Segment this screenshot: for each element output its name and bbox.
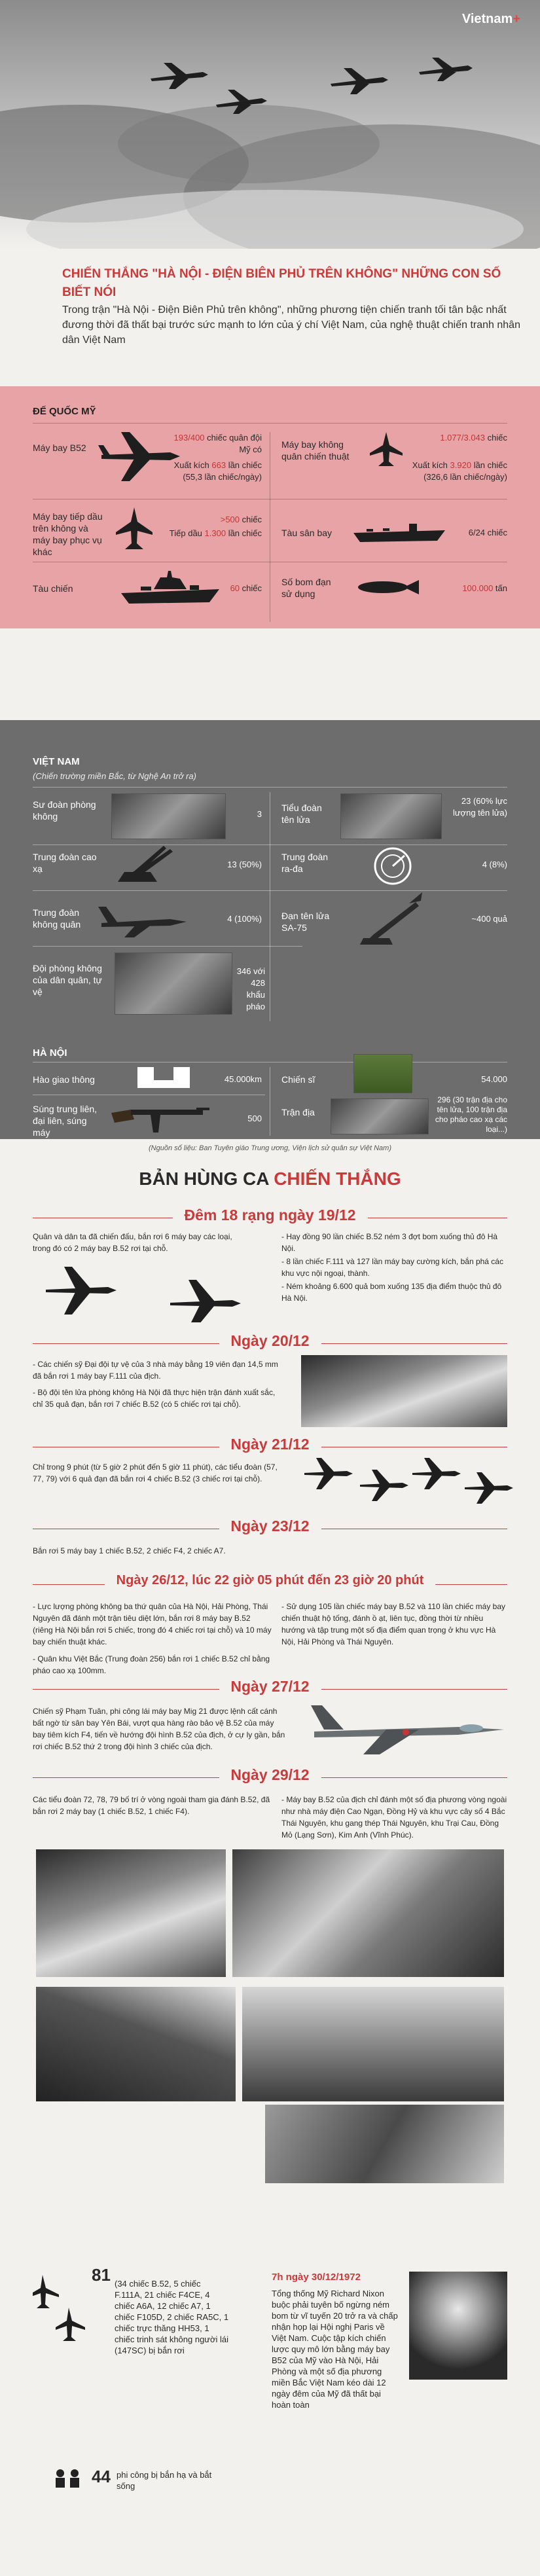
day-29-heading: Ngày 29/12 — [33, 1777, 507, 1804]
vietnam-forces-section — [0, 720, 540, 1139]
hero-image — [0, 0, 540, 249]
us-b52-label: Máy bay B52 — [33, 443, 86, 453]
ceasefire-date: 7h ngày 30/12/1972 — [272, 2272, 361, 2283]
downed-breakdown: (34 chiếc B.52, 5 chiếc F.111A, 21 chiếc F4CE, 4 chiếc A6A, 12 chiếc A7, 1 chiếc F105D, 2 chiếc RA5C, 1 chiếc trực thăng HH53, 1 chiếc trinh sát không người lái (147SC) bị bắn rơi — [115, 2279, 229, 2355]
hanoi-positions-value: 296 (30 trận địa cho tên lửa, 100 trận địa cho pháo cao xạ các loại...) — [435, 1095, 507, 1134]
day-21-heading: Ngày 21/12 — [33, 1447, 507, 1473]
militia-photo — [115, 952, 232, 1015]
downed-count: 81 — [92, 2265, 111, 2285]
sky-bombers-illustration — [0, 0, 540, 249]
night-18-right3: - Ném khoảng 6.600 quả bom xuống 135 địa điểm thuộc thủ đô Hà Nội. — [281, 1282, 502, 1303]
page-title: CHIẾN THẮNG "HÀ NỘI - ĐIỆN BIÊN PHỦ TRÊN KHÔNG" NHỮNG CON SỐ BIẾT NÓI — [62, 267, 501, 299]
aa-gun-icon — [98, 846, 177, 885]
radar-icon — [373, 846, 412, 886]
day-20-wreckage-photo — [301, 1355, 507, 1427]
night-18-right2: - 8 lần chiếc F.111 và 127 lần máy bay cường kích, bắn phá các khu vực nội ngoại, thành. — [281, 1257, 503, 1278]
night-18-heading: Đêm 18 rạng ngày 19/12 — [33, 1218, 507, 1244]
b52-silhouette-icon — [412, 1458, 461, 1489]
day-26-heading: Ngày 26/12, lúc 22 giờ 05 phút đến 23 giờ 20 phút — [33, 1584, 507, 1610]
air-defense-photo — [111, 793, 226, 839]
us-tactical-stat: 1.077/3.043 chiếc — [440, 433, 507, 443]
bomb-icon — [357, 577, 422, 597]
us-tanker-refuel: Tiếp dầu 1.300 lần chiếc — [169, 528, 262, 538]
captured-pilots-icon — [52, 2468, 92, 2488]
nixon-announcement: Tổng thống Mỹ Richard Nixon buộc phải tuyên bố ngừng ném bom từ vĩ tuyến 20 trở ra và chấp nhận họp lại Hội nghị Paris về Việt Nam. Cuộc tập kích chiến lược quy mô lớn bằng máy bay B52 của Mỹ vào Hà Nội, Hải Phòng và một số địa phương miền Bắc Việt Nam kéo dài 12 ngày đêm của Mỹ đã thất bại hoàn toàn — [272, 2289, 398, 2410]
captured-count: 44 — [92, 2467, 111, 2486]
lead-paragraph: Trong trận "Hà Nội - Điện Biên Phủ trên không", những phương tiện chiến tranh tối tân bậc nhất đương thời đã thất bại trước sức mạnh to lớn của ý chí Việt Nam, của nghệ thuật chiến tranh nhân dân Việt Nam — [62, 304, 520, 346]
tanker-plane-icon — [115, 507, 154, 553]
anti-aircraft-fire-photo — [232, 1849, 504, 1977]
vn-militia-label: Đội phòng không của dân quân, tự vệ — [33, 963, 102, 997]
day-27-left: Chiến sỹ Phạm Tuân, phi công lái máy bay Mig 21 được lệnh cất cánh bất ngờ từ sân bay Yên Bái, vượt qua hàng rào bảo vệ B.52 của máy bay tiêm kích F4, tiến về hướng đội hình B.52 của địch, ở cự ly gần, bắn rơi chiếc B.52 thứ 2 trong đội hình 3 chiếc của địch. — [33, 1707, 285, 1751]
day-21-left: Chỉ trong 9 phút (từ 5 giờ 2 phút đến 5 giờ 11 phút), các tiểu đoàn (57, 77, 79) với 6 quả đạn đã bắn rơi 4 chiếc B.52 (3 chiếc rơi tại chỗ). — [33, 1462, 278, 1483]
mig-jet-icon — [98, 897, 190, 943]
militia-gunners-photo — [36, 1987, 236, 2101]
vn-sa75-label: Đạn tên lửa SA-75 — [281, 911, 330, 933]
day-27-heading: Ngày 27/12 — [33, 1689, 507, 1715]
us-tanker-label: Máy bay tiếp dầu trên không và máy bay phục vụ khác — [33, 511, 103, 557]
bomber-plane-3-icon — [331, 68, 388, 94]
us-tactical-sorties: Xuất kích 3.920 lần chiếc (326,6 lần chiếc/ngày) — [412, 460, 507, 482]
day-20-left: - Các chiến sỹ Đại đội tự vệ của 3 nhà máy bằng 19 viên đạn 14,5 mm đã bắn rơi 1 máy bay F.111 của địch. — [33, 1360, 278, 1381]
downed-planes-icon — [33, 2272, 88, 2350]
us-tanker-stat: >500 chiếc — [220, 515, 262, 524]
vn-aa-regiment-label: Trung đoàn cao xạ — [33, 852, 97, 874]
us-carrier-stat: 6/24 chiếc — [468, 528, 507, 537]
hanoi-soldiers-label: Chiến sĩ — [281, 1074, 315, 1085]
day-20-heading: Ngày 20/12 — [33, 1343, 507, 1370]
missile-battalion-photo — [340, 793, 442, 839]
us-forces-section — [0, 386, 540, 628]
sa75-missile-icon — [353, 889, 425, 948]
vn-missile-battalion-value: 23 (60% lực lượng tên lửa) — [452, 796, 507, 818]
hanoi-positions-label: Trận địa — [281, 1107, 315, 1117]
day-20-left2: - Bộ đội tên lửa phòng không Hà Nội đã thực hiện trận đánh xuất sắc, chỉ 35 quả đạn, bắn rơi 7 chiếc B.52 (có 5 chiếc rơi tại chỗ). — [33, 1388, 276, 1409]
vietnamplus-logo: Vietnam+ — [461, 12, 520, 26]
vn-section-title: VIỆT NAM — [33, 756, 80, 767]
us-carrier-label: Tàu sân bay — [281, 528, 333, 538]
hanoi-guns-value: 500 — [247, 1114, 262, 1123]
chronicle-title: BẢN HÙNG CA CHIẾN THẮNG — [139, 1169, 401, 1189]
day-23-left: Bắn rơi 5 máy bay 1 chiếc B.52, 2 chiếc F4, 2 chiếc A7. — [33, 1546, 226, 1555]
day-26-left2: - Quân khu Việt Bắc (Trung đoàn 256) bắn rơi 1 chiếc B.52 chỉ bằng pháo cao xạ 100mm. — [33, 1654, 270, 1675]
vn-militia-value: 346 với 428 khẩu pháo — [236, 966, 265, 1011]
night-18-right1: - Hay đồng 90 lần chiếc B.52 ném 3 đợt bom xuống thủ đô Hà Nội. — [281, 1232, 498, 1253]
hanoi-trench-value: 45.000km — [224, 1074, 262, 1084]
aircraft-carrier-icon — [353, 517, 445, 547]
mig21-jet-icon — [308, 1702, 507, 1758]
captured-desc: phi công bị bắn hạ và bắt sống — [117, 2470, 212, 2491]
vn-aa-regiment-value: 13 (50%) — [227, 860, 262, 869]
vn-radar-value: 4 (8%) — [482, 860, 507, 869]
positions-photo — [331, 1098, 429, 1134]
day-29-left: Các tiểu đoàn 72, 78, 79 bố trí ở vòng ngoài tham gia đánh B.52, đã bắn rơi 2 máy bay (1 chiếc B.52, 1 chiếc F4). — [33, 1795, 270, 1816]
vn-division-value: 3 — [257, 809, 262, 819]
artillery-crew-photo — [265, 2105, 504, 2183]
b52-bomber-icon — [98, 429, 183, 484]
b52-silhouette-icon — [170, 1280, 241, 1322]
us-bombs-label: Số bom đạn sử dụng — [281, 577, 331, 599]
hanoi-title: HÀ NỘI — [33, 1047, 67, 1059]
b52-silhouette-icon — [46, 1267, 117, 1315]
rifle-icon — [111, 1100, 209, 1136]
us-tactical-label: Máy bay không quân chiến thuật — [281, 439, 350, 462]
bomber-plane-1-icon — [151, 63, 208, 89]
b52-wreckage-photo — [242, 1987, 504, 2101]
us-b52-sorties: Xuất kích 663 lần chiếc (55,3 lần chiếc/ngày) — [173, 460, 262, 482]
b52-formation-group — [304, 1457, 514, 1512]
b52-silhouette-icon — [360, 1470, 408, 1501]
vn-sa75-value: ~400 quả — [471, 914, 507, 924]
vn-airforce-value: 4 (100%) — [227, 914, 262, 924]
vn-airforce-label: Trung đoàn không quân — [33, 907, 81, 930]
vn-division-label: Sư đoàn phòng không — [33, 799, 96, 822]
b52-silhouettes-group — [46, 1263, 262, 1322]
hanoi-trench-label: Hào giao thông — [33, 1074, 95, 1085]
day-23-heading: Ngày 23/12 — [33, 1529, 507, 1555]
vn-missile-battalion-label: Tiểu đoàn tên lửa — [281, 803, 322, 825]
vn-section-subtitle: (Chiến trường miền Bắc, từ Nghệ An trở ra) — [33, 771, 196, 781]
b52-silhouette-icon — [304, 1458, 353, 1489]
aa-gunners-photo — [36, 1849, 226, 1977]
us-warship-stat: 60 chiếc — [230, 583, 262, 593]
day-29-right1: - Máy bay B.52 của địch chỉ đánh một số địa phương vòng ngoài như nhà máy điện Cao Ngạn, Đồng Hỷ và khu vực cây số 4 Bắc Thái Nguyên, khu gang thép Thái Nguyên, khu Trại Cau, Đồng Mỏ (Lạng Sơn), Kim Anh (Vĩnh Phúc). — [281, 1795, 507, 1840]
us-warship-label: Tàu chiến — [33, 583, 73, 594]
us-bombs-stat: 100.000 tấn — [462, 583, 507, 593]
warship-icon — [121, 570, 219, 606]
us-b52-stat: 193/400 chiếc quân đội Mỹ có — [173, 433, 262, 454]
hanoi-guns-label: Súng trung liên, đại liên, súng máy — [33, 1104, 98, 1138]
us-section-title: ĐẾ QUỐC MỸ — [33, 406, 96, 417]
day-26-left: - Lực lượng phòng không ba thứ quân của Hà Nội, Hải Phòng, Thái Nguyên đã đánh một trận tiêu diệt lớn, bắn rơi 8 máy bay B.52 (riêng Hà Nội bắn rơi 5 chiếc, trong đó 4 chiếc rơi tại chỗ) và 10 máy bay chiến thuật khác. — [33, 1602, 272, 1646]
soldiers-photo — [353, 1054, 412, 1093]
vn-radar-label: Trung đoàn ra-đa — [281, 852, 329, 874]
day-26-right1: - Sử dụng 105 lần chiếc máy bay B.52 và 110 lần chiếc máy bay chiến thuật hộ tống, đánh ồ ạt, liên tục, đồng thời từ nhiều hướng và tập trung một số địa điểm quan trọng ở khu vực Hà Nội, Hải Phòng và Thái Nguyên. — [281, 1602, 506, 1646]
night-18-left: Quân và dân ta đã chiến đấu, bắn rơi 6 máy bay các loại, trong đó có 2 máy bay B.52 rơi tại chỗ. — [33, 1232, 232, 1253]
data-source: (Nguồn số liệu: Ban Tuyên giáo Trung ương, Viện lịch sử quân sự Việt Nam) — [149, 1144, 391, 1152]
b52-silhouette-icon — [465, 1472, 513, 1504]
nixon-portrait-photo — [409, 2272, 507, 2380]
bomber-plane-4-icon — [419, 58, 473, 81]
trench-icon — [137, 1067, 190, 1088]
hanoi-soldiers-value: 54.000 — [481, 1074, 507, 1084]
